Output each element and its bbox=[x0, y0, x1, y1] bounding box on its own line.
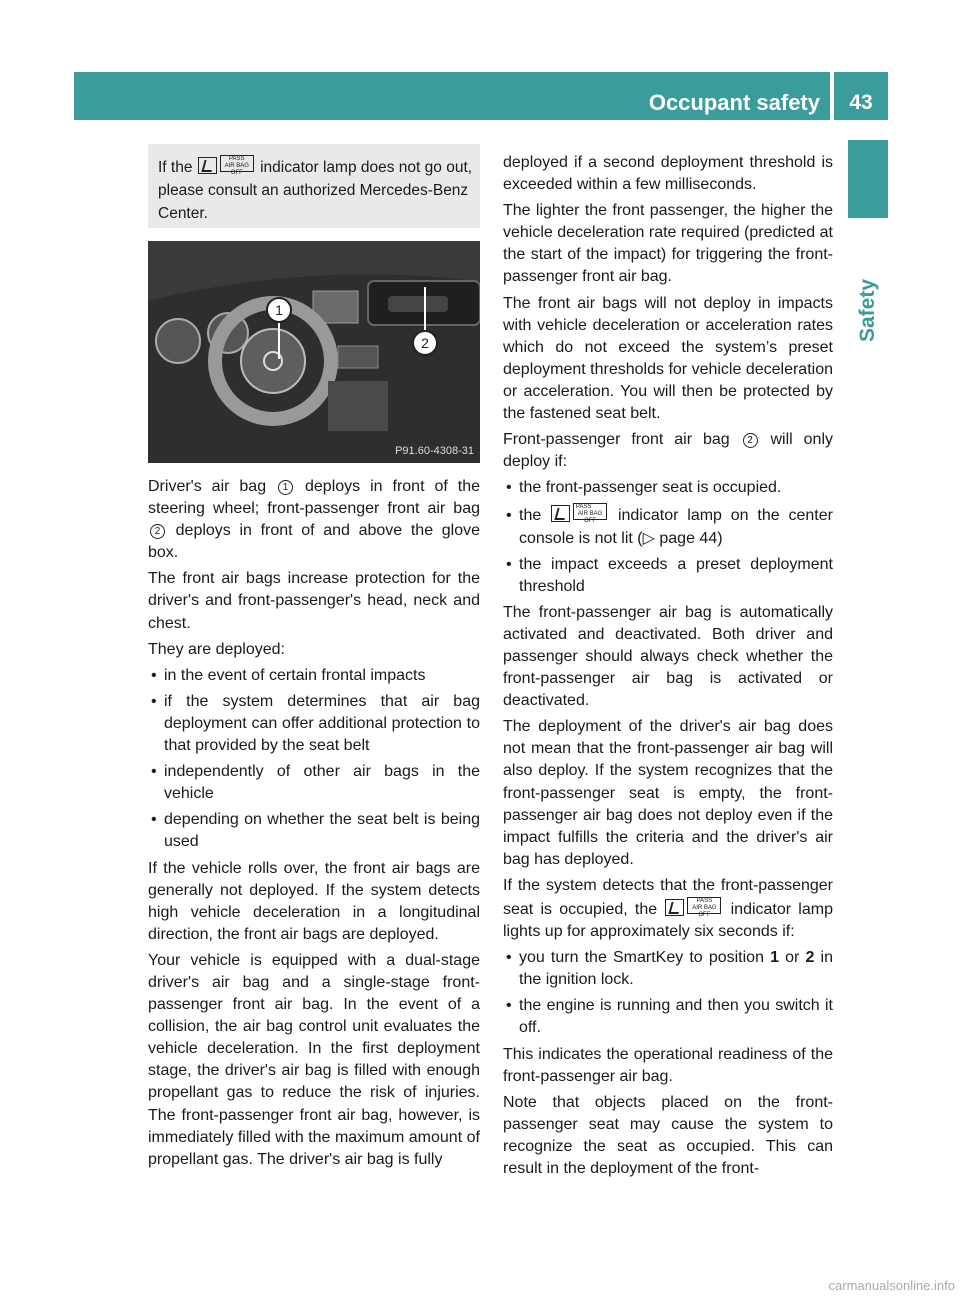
left-column bbox=[148, 476, 480, 1175]
list-item: • the front-passenger seat is occupied. bbox=[503, 477, 833, 499]
page-number: 43 bbox=[849, 91, 873, 114]
paragraph: Your vehicle is equipped with a dual-stage driver's air bag and a single-stage front-passenger front air bag. In the event of a collision, the air bag control unit evaluates the vehicle deceleration. In the first deployment stage, the driver's air bag is filled with enough propellant gas to reduce the risk of injuries. The front-passenger front air bag, however, is immediately filled with the maximum amount of propellant gas. The driver's air bag is fully bbox=[148, 951, 480, 1168]
side-tab-block bbox=[848, 140, 888, 218]
paragraph: This indicates the operational readiness of the front-passenger air bag. bbox=[503, 1045, 833, 1085]
list-item: • the PASS AIR BAG OFF indicator lamp on the center console is not lit (▷ page 44) bbox=[503, 503, 833, 549]
callout-1: 1 bbox=[275, 302, 283, 318]
paragraph: The front air bags will not deploy in impacts with vehicle deceleration or acceleration rates which do not exceed the system’s preset deployment thresholds for vehicle deceleration or acceleration. You will then be protected by the fastened seat belt. bbox=[503, 294, 833, 423]
note-text-end: indicator lamp does not go out, please consult an authorized Mercedes-Benz Center. bbox=[158, 159, 473, 222]
note-text-start: If the bbox=[158, 159, 193, 176]
list-item: • depending on whether the seat belt is being used bbox=[148, 809, 480, 853]
paragraph: deployed if a second deployment threshold is exceeded within a few milliseconds. bbox=[503, 154, 833, 194]
seat-occupant-icon bbox=[198, 157, 217, 174]
paragraph: The deployment of the driver's air bag does not mean that the front-passenger air bag will also deploy. If the system recognizes that the front-passenger seat is empty, the front-passenger air bag does not deploy even if the impact fulfills the criteria and the driver's air bag has deployed. bbox=[503, 718, 833, 868]
paragraph: The front air bags increase protection for the driver's and front-passenger's head, neck and chest. bbox=[148, 570, 480, 632]
callout-2: 2 bbox=[421, 335, 429, 351]
seat-occupant-icon bbox=[551, 505, 570, 522]
callout-2-icon: 2 bbox=[150, 524, 165, 539]
paragraph: The front-passenger air bag is automatically activated and deactivated. Both driver and passenger should always check whether the front-passenger air bag is activated or deactivated. bbox=[503, 603, 833, 710]
section-title: Occupant safety bbox=[648, 90, 820, 115]
seat-occupant-icon bbox=[665, 899, 684, 916]
callout-1-icon: 1 bbox=[278, 480, 293, 495]
list-item: • in the event of certain frontal impacts bbox=[148, 665, 480, 687]
list-item: • if the system determines that air bag deployment can offer additional protection to that provided by the seat belt bbox=[148, 691, 480, 757]
list-item: • the impact exceeds a preset deployment threshold bbox=[503, 554, 833, 598]
list-item: • the engine is running and then you switch it off. bbox=[503, 995, 833, 1039]
figure-code: P91.60-4308-31 bbox=[395, 445, 474, 457]
page-ref-arrow-icon: ▷ bbox=[642, 529, 655, 547]
pass-airbag-off-icon: PASS AIR BAG OFF bbox=[687, 897, 721, 914]
paragraph: Front-passenger front air bag 2 will only deploy if: bbox=[503, 431, 833, 471]
dashboard-airbag-figure bbox=[148, 241, 480, 463]
paragraph: Note that objects placed on the front-passenger seat may cause the system to recognize the seat as occupied. This can result in the deployment of the front- bbox=[503, 1093, 833, 1178]
list-item: • independently of other air bags in the vehicle bbox=[148, 761, 480, 805]
page-link[interactable]: page 44) bbox=[659, 529, 723, 547]
list-item: • you turn the SmartKey to position 1 or 2 in the ignition lock. bbox=[503, 947, 833, 991]
paragraph: The lighter the front passenger, the higher the vehicle deceleration rate required (predicted at the start of the impact) for triggering the front-passenger front air bag. bbox=[503, 202, 833, 286]
pass-airbag-off-icon: PASS AIR BAG OFF bbox=[220, 155, 254, 172]
paragraph: Driver's air bag 1 deploys in front of the steering wheel; front-passenger front air bag 2 deploys in front of and above the glove box. bbox=[148, 478, 480, 562]
paragraph: If the system detects that the front-passenger seat is occupied, the PASS AIR BAG OFF indicator lamp lights up for approximately six seconds if: bbox=[503, 876, 833, 941]
note-box bbox=[148, 144, 480, 228]
pass-airbag-off-icon: PASS AIR BAG OFF bbox=[573, 503, 607, 520]
callout-2-icon: 2 bbox=[743, 433, 758, 448]
paragraph: They are deployed: bbox=[148, 640, 285, 658]
right-column bbox=[503, 152, 833, 1184]
paragraph: If the vehicle rolls over, the front air bags are generally not deployed. If the system detects high vehicle deceleration in a longitudinal direction, the front air bags are deployed. bbox=[148, 859, 480, 943]
side-tab-label: Safety bbox=[848, 232, 888, 342]
footer-watermark: carmanualsonline.info bbox=[828, 1278, 955, 1293]
